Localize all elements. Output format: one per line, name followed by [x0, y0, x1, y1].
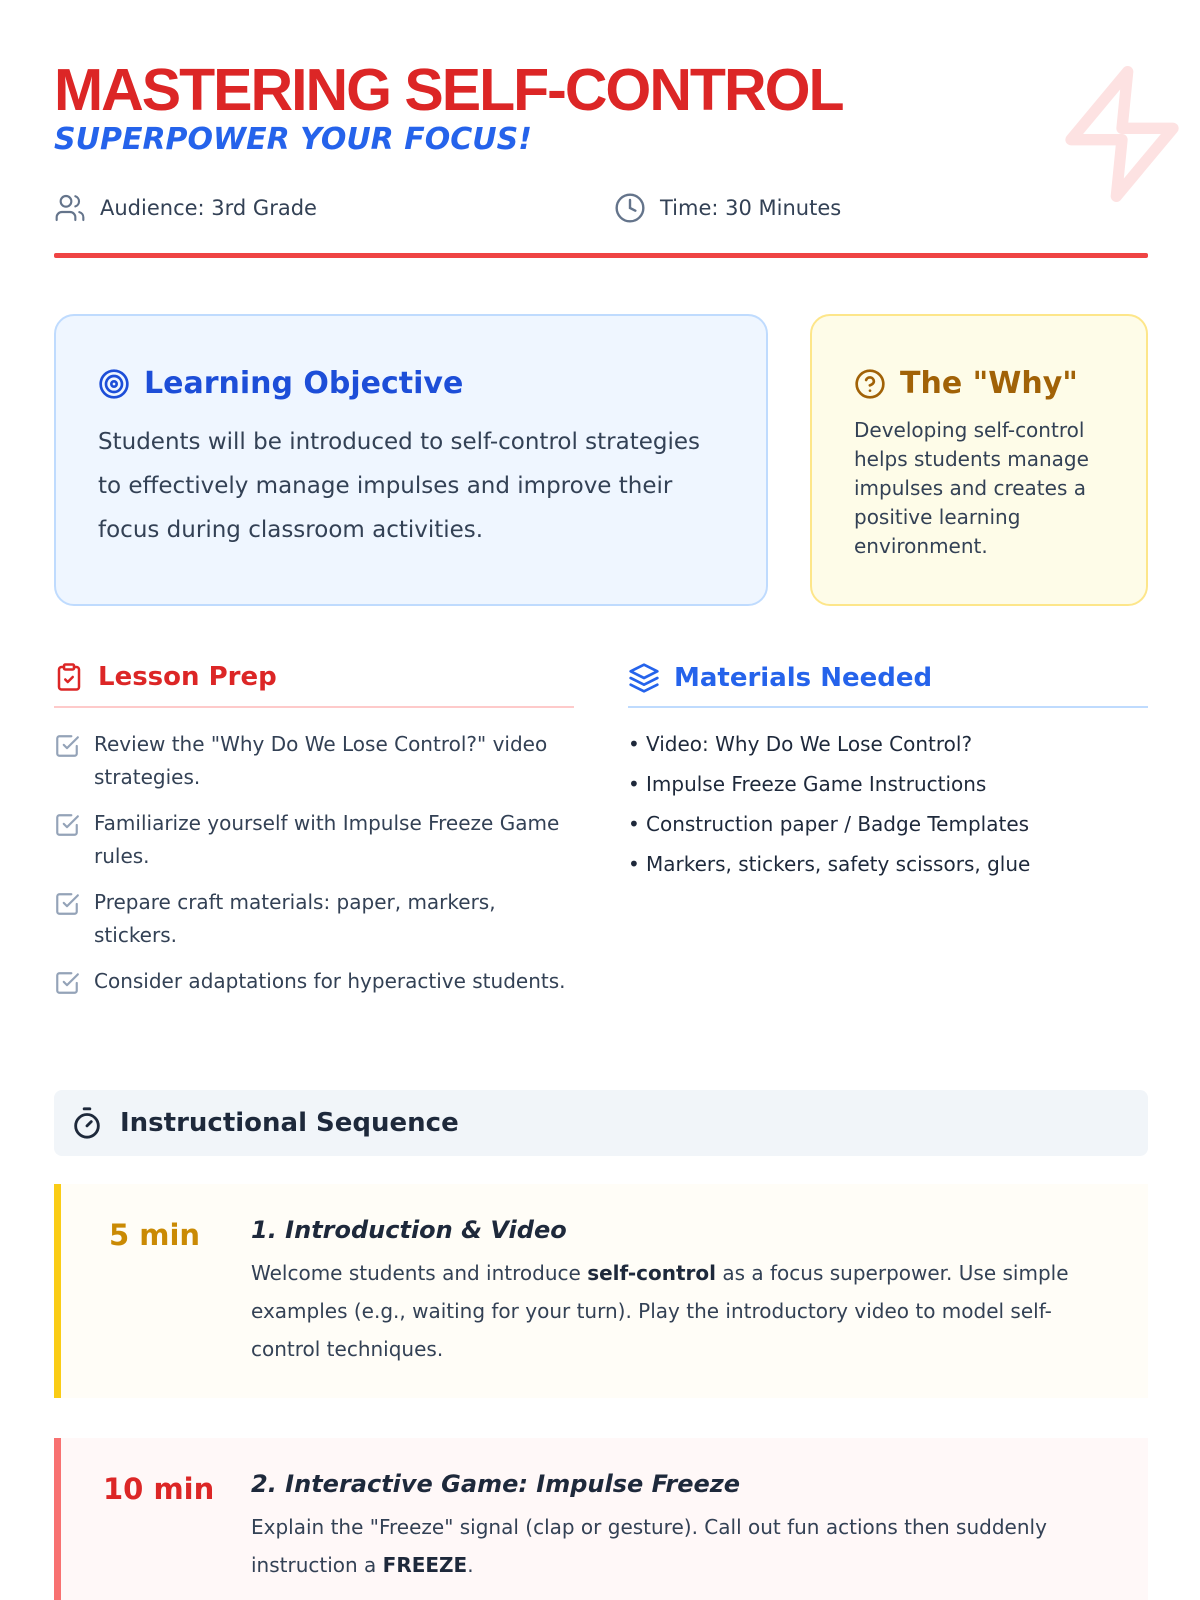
time-info: [614, 192, 841, 224]
timer-icon: [70, 1106, 104, 1140]
checkbox-checked-icon: [54, 891, 80, 917]
materials-item: • Video: Why Do We Lose Control?: [628, 732, 973, 756]
lesson-prep-heading: Lesson Prep: [54, 662, 277, 692]
step-description: Welcome students and introduce self-control as a focus superpower. Use simple examples (e.g., waiting for your turn). Play the introductory video to model self-control techniques.: [251, 1261, 1069, 1361]
clipboard-check-icon: [54, 662, 84, 692]
materials-divider: [628, 706, 1148, 708]
materials-item: • Markers, stickers, safety scissors, glue: [628, 852, 1031, 876]
sequence-step: [54, 1184, 1148, 1398]
target-icon: [98, 368, 130, 400]
audience-info: [54, 192, 317, 224]
lesson-prep-item: Consider adaptations for hyperactive students.: [54, 965, 574, 998]
why-text: Developing self-control helps students manage impulses and creates a positive learning environment.: [854, 418, 1089, 558]
audience-label: Audience: 3rd Grade: [100, 196, 317, 220]
lesson-prep-item: Familiarize yourself with Impulse Freeze Game rules.: [54, 807, 574, 873]
learning-objective-heading: Learning Objective: [98, 366, 463, 401]
step-title: 1. Introduction & Video: [251, 1216, 567, 1244]
time-label: Time: 30 Minutes: [660, 196, 842, 220]
help-circle-icon: [854, 368, 886, 400]
lesson-prep-item: Review the "Why Do We Lose Control?" video strategies.: [54, 728, 574, 794]
users-icon: [54, 192, 86, 224]
layers-icon: [628, 662, 660, 694]
checkbox-checked-icon: [54, 970, 80, 996]
why-heading: The "Why": [854, 366, 1078, 401]
checkbox-checked-icon: [54, 812, 80, 838]
sequence-step: [54, 1438, 1148, 1600]
lesson-prep-list: [54, 728, 574, 1011]
learning-objective-text: Students will be introduced to self-control strategies to effectively manage impulses and improve their focus during classroom activities.: [98, 429, 701, 543]
checkbox-checked-icon: [54, 733, 80, 759]
step-title: 2. Interactive Game: Impulse Freeze: [251, 1470, 741, 1498]
materials-heading: Materials Needed: [628, 662, 932, 694]
instructional-sequence-header: [54, 1090, 1148, 1156]
materials-list: [628, 728, 1148, 888]
lightning-bolt-icon: [1054, 60, 1190, 208]
learning-objective-card: [54, 314, 768, 606]
lesson-prep-item: Prepare craft materials: paper, markers, stickers.: [54, 886, 574, 952]
page-subtitle: SUPERPOWER YOUR FOCUS!: [54, 122, 532, 157]
materials-item: • Impulse Freeze Game Instructions: [628, 772, 987, 796]
header-divider: [54, 253, 1148, 258]
materials-item: • Construction paper / Badge Templates: [628, 812, 1030, 836]
step-duration: 10 min: [103, 1472, 215, 1506]
clock-icon: [614, 192, 646, 224]
instructional-sequence-heading: Instructional Sequence: [120, 1108, 459, 1138]
step-description: Explain the "Freeze" signal (clap or gesture). Call out fun actions then suddenly instruction a FREEZE.: [251, 1515, 1047, 1577]
lesson-prep-divider: [54, 706, 574, 708]
page-title: MASTERING SELF-CONTROL: [54, 57, 843, 123]
why-card: [810, 314, 1148, 606]
step-duration: 5 min: [109, 1218, 201, 1252]
